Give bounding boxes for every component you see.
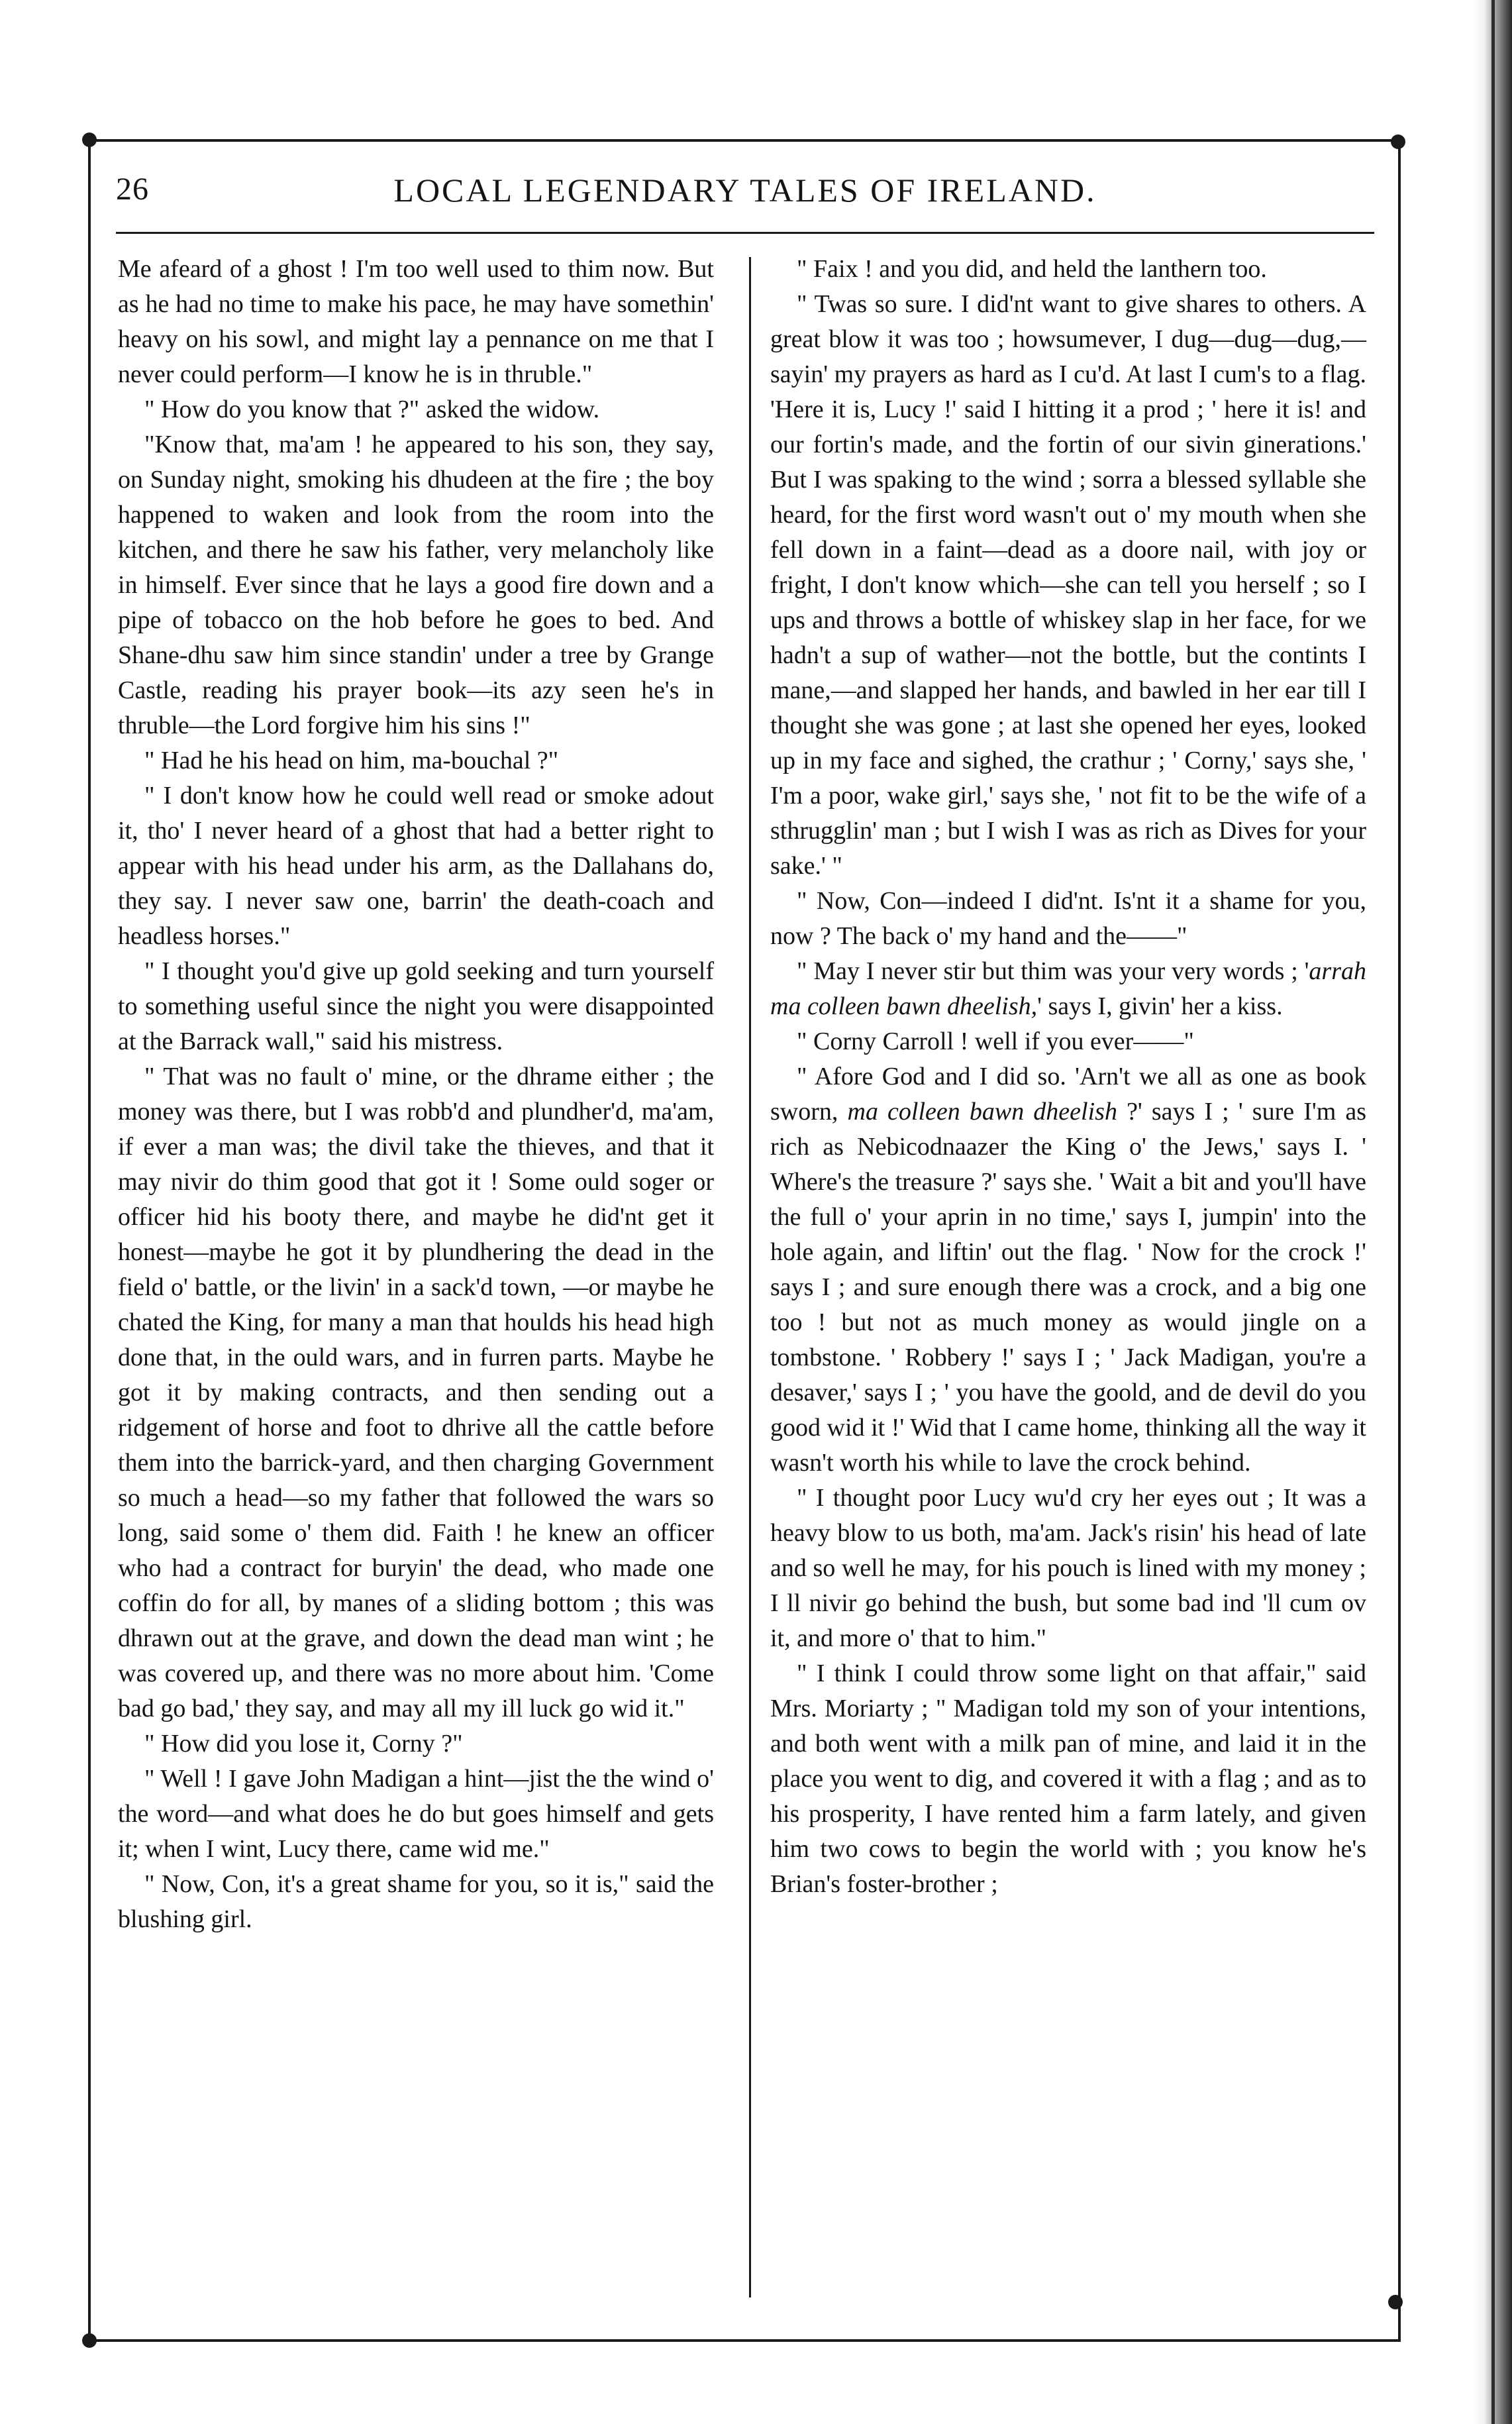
running-title: LOCAL LEGENDARY TALES OF IRELAND. bbox=[393, 172, 1097, 209]
paragraph: " Twas so sure. I did'nt want to give shares to others. A great blow it was too ; howsumever, I dug—dug—dug,—sayin' my prayers as hard as I cu'd. At last I cum's to a flag. 'Here it is, Lucy !' said I hitting it a prod ; ' here it is! and our fortin's made, and the fortin of our sivin ginerations.' But I was spaking to the wind ; sorra a blessed syllable she heard, for the first word wasn't out o' my mouth when she fell down in a faint—dead as a doore nail, with joy or fright, I don't know which—she can tell you herself ; so I ups and throws a bottle of whiskey slap in her face, for we hadn't a sup of wather—not the bottle, but the contints I mane,—and slapped her hands, and bawled in her ear till I thought she was gone ; at last she opened her eyes, looked up in my face and sighed, the crathur ; ' Corny,' says she, ' I'm a poor, wake girl,' says she, ' not fit to be the wife of a sthrugglin' man ; but I wish I was as rich as Dives for your sake.' " bbox=[770, 290, 1366, 880]
paragraph: " I don't know how he could well read or smoke adout it, tho' I never heard of a ghost that had a better right to appear with his head under his arm, as the Dallahans do, they say. I never saw one, barrin' the death-coach and headless horses." bbox=[118, 782, 714, 950]
corner-ornament-bottom-right bbox=[1388, 2295, 1403, 2309]
paragraph bbox=[770, 1059, 1366, 1481]
paragraph: " I think I could throw some light on that affair," said Mrs. Moriarty ; " Madigan told my son of your intentions, and both went with a milk pan of mine, and laid it in the place you went to dig, and covered it with a flag ; and as to his prosperity, I have rented him a farm lately, and given him two cows to begin the world with ; you know he's Brian's foster-brother ; bbox=[770, 1660, 1366, 1898]
paragraph: " Well ! I gave John Madigan a hint—jist the the wind o' the word—and what does he do but goes himself and gets it; when I wint, Lucy there, came wid me." bbox=[118, 1765, 714, 1863]
text-run: " May I never stir but thim was your very words ; ' bbox=[797, 957, 1309, 985]
left-column bbox=[118, 252, 714, 1937]
paragraph: " Now, Con—indeed I did'nt. Is'nt it a shame for you, now ? The back o' my hand and the——" bbox=[770, 887, 1366, 950]
corner-ornament-bottom-left bbox=[82, 2333, 97, 2348]
header-rule bbox=[116, 232, 1374, 234]
page-edge-line bbox=[1491, 0, 1495, 2424]
paragraph: " Had he his head on him, ma-bouchal ?" bbox=[144, 747, 559, 774]
right-column bbox=[770, 252, 1366, 1902]
paragraph: " How did you lose it, Corny ?" bbox=[144, 1730, 463, 1758]
paragraph: " I thought poor Lucy wu'd cry her eyes out ; It was a heavy blow to us both, ma'am. Jack's risin' his head of late and so well he may, for his pouch is lined with my money ; I ll nivir go behind the bush, but some bad ind 'll cum ov it, and more o' that to him." bbox=[770, 1484, 1366, 1652]
paragraph bbox=[770, 954, 1366, 1024]
paragraph: " Now, Con, it's a great shame for you, so it is," said the blushing girl. bbox=[118, 1870, 714, 1933]
irish-phrase: ma colleen bawn dheelish bbox=[847, 1098, 1117, 1126]
paragraph: "Know that, ma'am ! he appeared to his son, they say, on Sunday night, smoking his dhudeen at the fire ; the boy happened to waken and look from the room into the kitchen, and there he saw his father, very melancholy like in himself. Ever since that he lays a good fire down and a pipe of tobacco on the hob before he goes to bed. And Shane-dhu saw him since standin' under a tree by Grange Castle, reading his prayer book—its azy seen he's in thruble—the Lord forgive him his sins !" bbox=[118, 431, 714, 739]
column-divider bbox=[749, 257, 751, 2297]
page-header bbox=[116, 171, 1374, 224]
text-run: ?' says I ; ' sure I'm as rich as Nebicodnaazer the King o' the Jews,' says I. ' Where's the treasure ?' says she. ' Wait a bit and you'll have the full o' your aprin in no time,' says I, jumpin' into the hole again, and liftin' out the flag. ' Now for the crock !' says I ; and sure enough there was a crock, and a big one too ! but not as much money as would jingle on a tombstone. ' Robbery !' says I ; ' Jack Madigan, you're a desaver,' says I ; ' you have the goold, and de devil do you good wid it !' Wid that I came home, thinking all the way it wasn't worth his while to lave the crock behind. bbox=[770, 1098, 1367, 1477]
text-run: " Afore God and I did so. 'Arn't we all as one as book sworn, bbox=[770, 1063, 1366, 1126]
paragraph: Me afeard of a ghost ! I'm too well used to thim now. But as he had no time to make his pace, he may have somethin' heavy on his sowl, and might lay a pennance on me that I never could perform—I know he is in thruble." bbox=[118, 255, 714, 388]
text-run: ' says I, givin' her a kiss. bbox=[1037, 992, 1283, 1020]
paragraph: " That was no fault o' mine, or the dhrame either ; the money was there, but I was robb'd and plundher'd, ma'am, if ever a man was; the divil take the thieves, and that it may nivir do thim good that got it ! Some ould soger or officer hid his booty there, and maybe he did'nt get it honest—maybe he got it by plundhering the dead in the field o' battle, or the livin' in a sack'd town, —or maybe he chated the King, for many a man that houlds his head high done that, in the ould wars, and in furren parts. Maybe he got it by making contracts, and then sending out a ridgement of horse and foot to dhrive all the cattle before them into the barrick-yard, and then charging Government so much a head—so my father that followed the wars so long, said some o' them did. Faith ! he knew an officer who had a contract for buryin' the dead, who made one coffin do for all, by manes of a sliding bottom ; this was dhrawn out at the grave, and down the dead man wint ; he was covered up, and there was no more about him. 'Come bad go bad,' they say, and may all my ill luck go wid it." bbox=[118, 1063, 714, 1722]
irish-phrase: arrah ma colleen bawn dheelish, bbox=[770, 957, 1366, 1020]
paragraph: " Faix ! and you did, and held the lanthern too. bbox=[797, 255, 1267, 283]
paragraph: " I thought you'd give up gold seeking and turn yourself to something useful since the night you were disappointed at the Barrack wall," said his mistress. bbox=[118, 957, 714, 1055]
page-number: 26 bbox=[116, 172, 149, 207]
paragraph: " Corny Carroll ! well if you ever——" bbox=[797, 1028, 1194, 1055]
corner-ornament-top-right bbox=[1391, 134, 1405, 149]
paragraph: " How do you know that ?" asked the widow. bbox=[144, 395, 600, 423]
corner-ornament-top-left bbox=[82, 132, 97, 147]
